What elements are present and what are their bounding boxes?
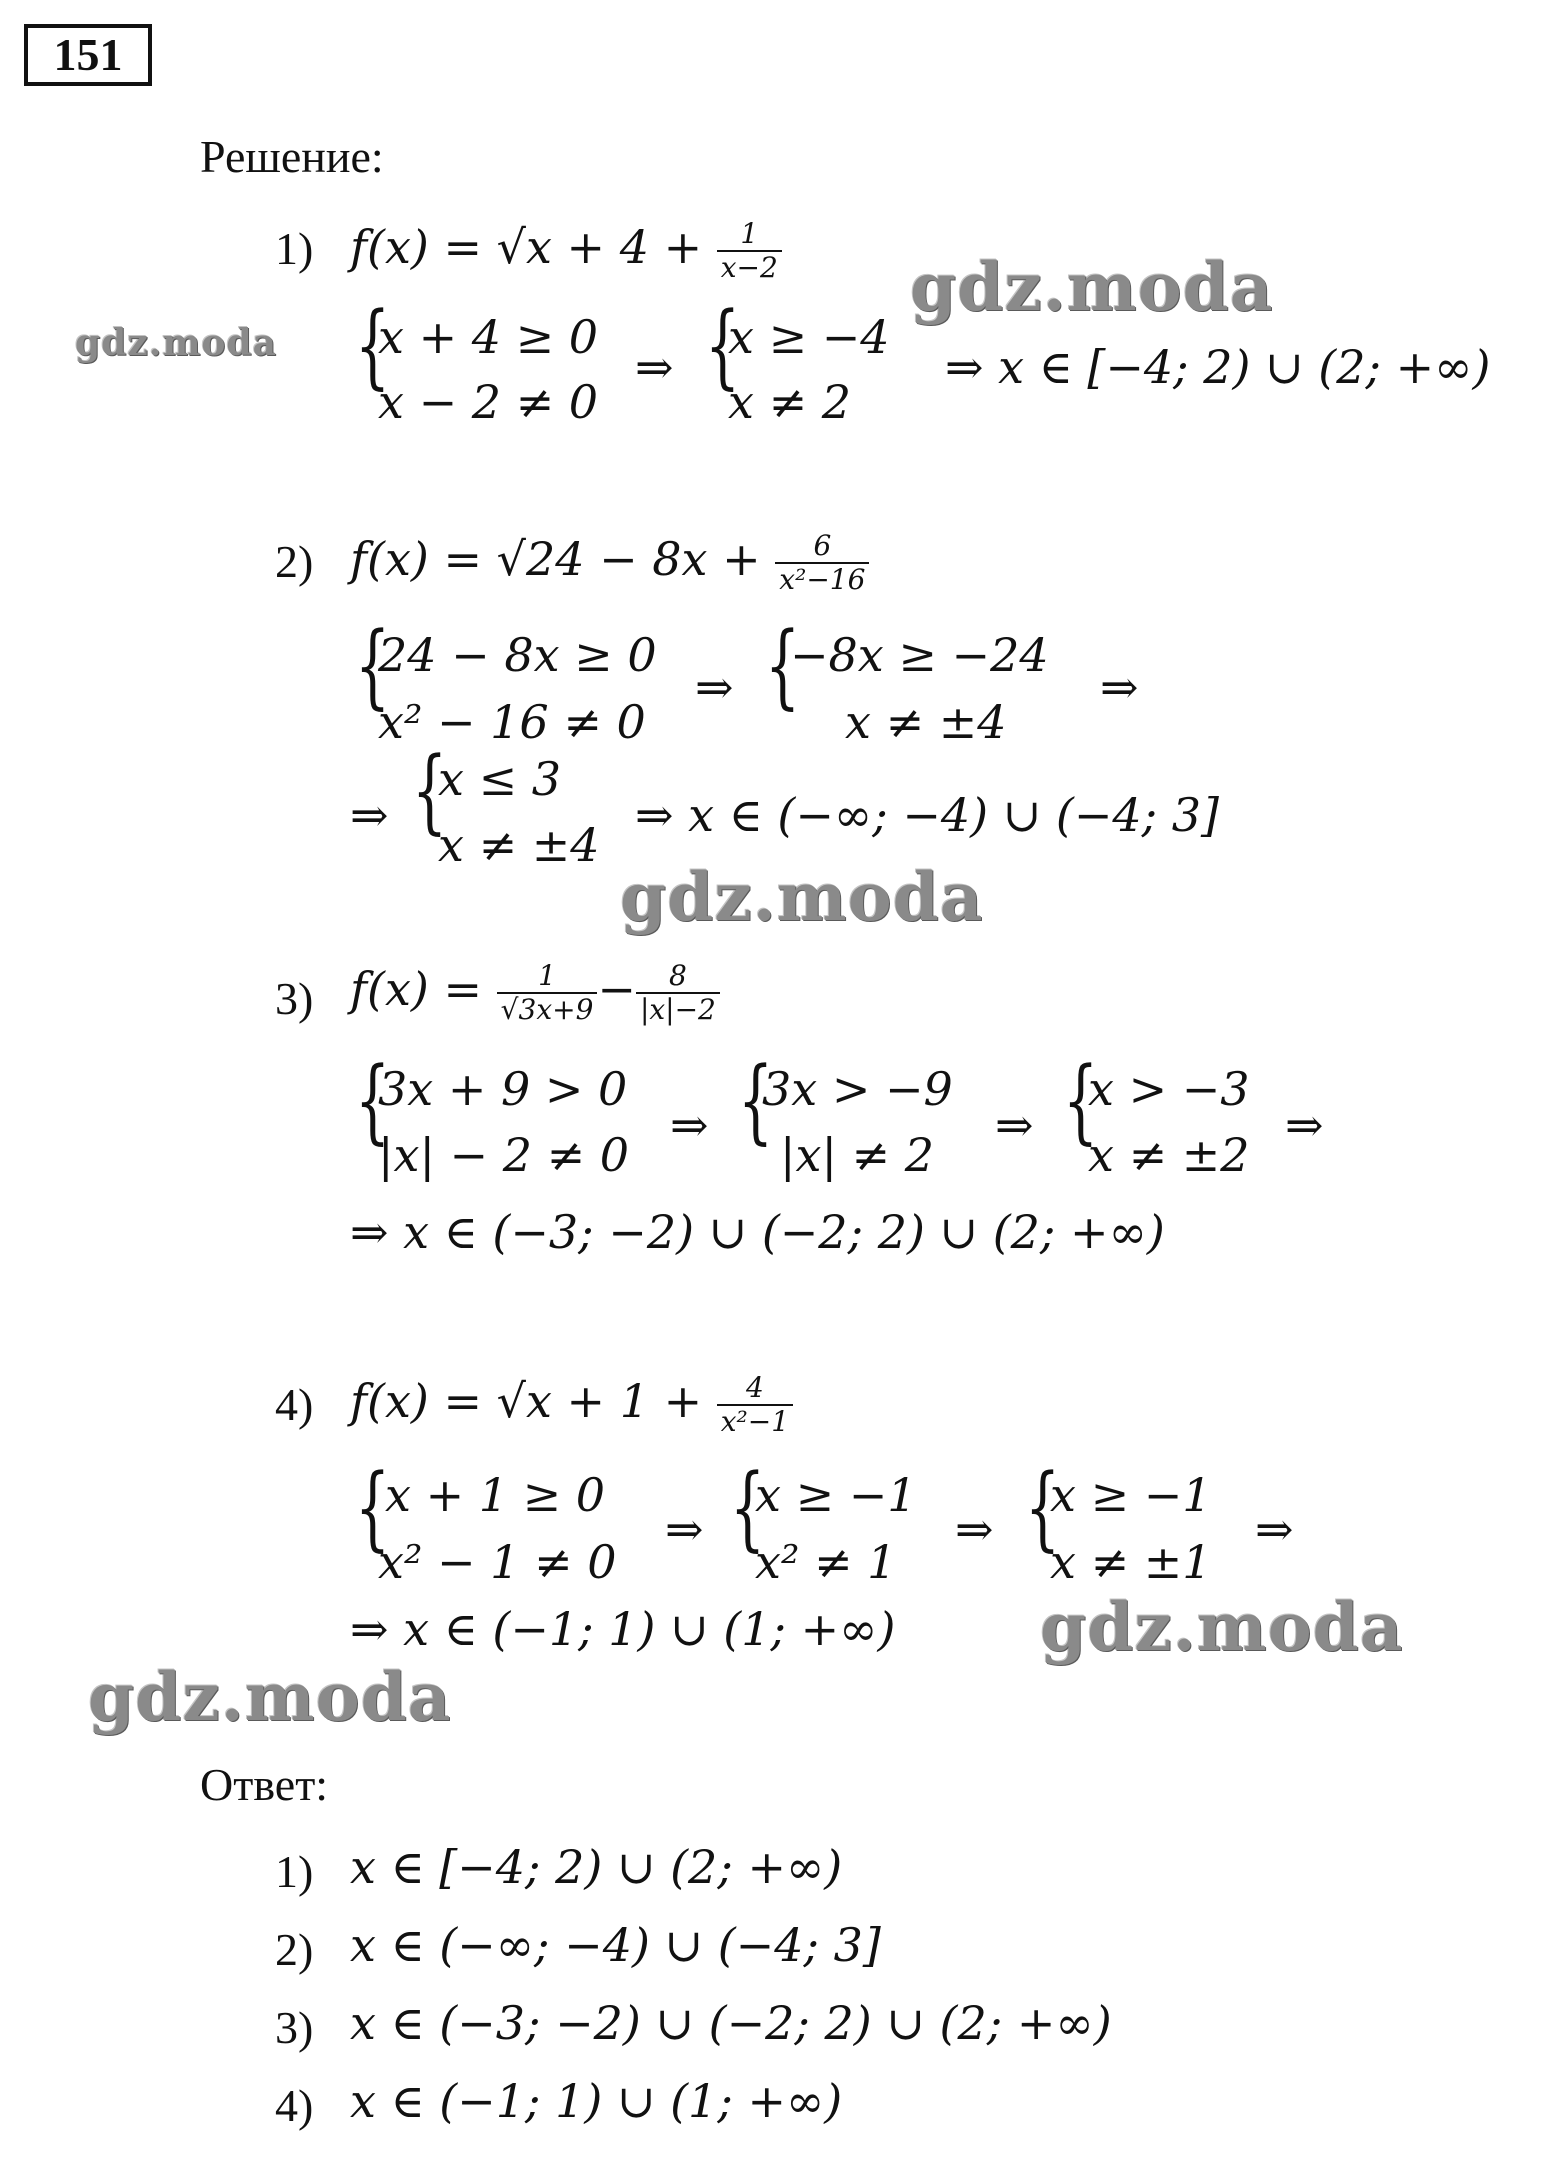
watermark-bottom-right: gdz.moda <box>1040 1588 1404 1666</box>
part3-arrow3: ⇒ <box>1285 1098 1324 1152</box>
part3-frac1-den: √3x+9 <box>497 992 598 1026</box>
part3-minus: − <box>597 962 636 1016</box>
part4-fraction <box>717 1372 793 1438</box>
part3-sys1-row1: 3x + 9 > 0 <box>378 1062 628 1116</box>
part3-brace-2: { <box>738 1047 774 1154</box>
part4-frac-den: x²−1 <box>717 1404 793 1438</box>
part2-sys2-row2: x ≠ ±4 <box>845 695 1007 749</box>
part3-sys3-row2: x ≠ ±2 <box>1088 1128 1250 1182</box>
part4-fx-lhs: f(x) = <box>350 1374 497 1428</box>
part2-function <box>350 530 869 596</box>
problem-number: 151 <box>24 24 152 86</box>
part4-sys3-row2: x ≠ ±1 <box>1050 1535 1212 1589</box>
part1-brace-2: { <box>705 292 741 399</box>
part2-fraction <box>775 530 869 596</box>
answer4-label: 4) <box>275 2080 314 2131</box>
part3-fraction-2 <box>636 960 720 1026</box>
answer4-text: x ∈ (−1; 1) ∪ (1; +∞) <box>350 2074 843 2128</box>
part4-arrow1: ⇒ <box>665 1502 704 1556</box>
answer1-label: 1) <box>275 1846 314 1897</box>
part3-brace-3: { <box>1063 1047 1099 1154</box>
part1-sys1-row2: x − 2 ≠ 0 <box>378 375 599 429</box>
part4-sys2-row2: x² ≠ 1 <box>755 1535 897 1589</box>
part4-frac-num: 4 <box>746 1371 764 1404</box>
part3-label: 3) <box>275 973 314 1024</box>
part2-sys3-row2: x ≠ ±4 <box>438 818 600 872</box>
part2-sys1-row2: x² − 16 ≠ 0 <box>378 695 646 749</box>
part3-arrow1: ⇒ <box>670 1098 709 1152</box>
watermark-bottom-left: gdz.moda <box>88 1658 452 1736</box>
part4-result: ⇒ x ∈ (−1; 1) ∪ (1; +∞) <box>350 1602 896 1656</box>
part4-sys1-row2: x² − 1 ≠ 0 <box>378 1535 617 1589</box>
part3-sys2-row2: |x| ≠ 2 <box>780 1128 934 1182</box>
answer3-text: x ∈ (−3; −2) ∪ (−2; 2) ∪ (2; +∞) <box>350 1996 1112 2050</box>
part4-label: 4) <box>275 1379 314 1430</box>
part1-function <box>350 218 782 284</box>
part2-brace-3: { <box>412 737 448 844</box>
answer3-label: 3) <box>275 2002 314 2053</box>
watermark-top-right: gdz.moda <box>910 248 1274 326</box>
part2-arrow2: ⇒ <box>1100 660 1139 714</box>
watermark-left-small: gdz.moda <box>75 322 277 364</box>
part2-result: ⇒ x ∈ (−∞; −4) ∪ (−4; 3] <box>635 788 1219 842</box>
part2-brace-2: { <box>765 612 801 719</box>
part1-label: 1) <box>275 223 314 274</box>
part4-arrow3: ⇒ <box>1255 1502 1294 1556</box>
part2-sys3-row1: x ≤ 3 <box>438 752 561 806</box>
part4-sys2-row1: x ≥ −1 <box>755 1468 917 1522</box>
answer2-text: x ∈ (−∞; −4) ∪ (−4; 3] <box>350 1918 881 1972</box>
part1-brace-1: { <box>355 292 391 399</box>
part2-brace-1: { <box>355 612 391 719</box>
part4-sys1-row1: x + 1 ≥ 0 <box>385 1468 606 1522</box>
answer-heading: Ответ: <box>200 1759 329 1810</box>
part2-frac-den: x²−16 <box>775 562 869 596</box>
part1-frac-den: x−2 <box>717 250 782 284</box>
answer1-text: x ∈ [−4; 2) ∪ (2; +∞) <box>350 1840 843 1894</box>
part3-function <box>350 960 720 1026</box>
part2-fx-lhs: f(x) = <box>350 532 497 586</box>
part1-frac-num: 1 <box>740 217 759 250</box>
part3-fraction-1 <box>497 960 598 1026</box>
part2-line3-arrow: ⇒ <box>350 788 389 842</box>
part2-frac-num: 6 <box>813 529 832 562</box>
part2-arrow1: ⇒ <box>695 660 734 714</box>
part2-sys2-row1: −8x ≥ −24 <box>790 628 1049 682</box>
part2-sys1-row1: 24 − 8x ≥ 0 <box>378 628 657 682</box>
part4-brace-2: { <box>730 1454 766 1561</box>
part3-result: ⇒ x ∈ (−3; −2) ∪ (−2; 2) ∪ (2; +∞) <box>350 1205 1165 1259</box>
part3-sys1-row2: |x| − 2 ≠ 0 <box>378 1128 630 1182</box>
part3-arrow2: ⇒ <box>995 1098 1034 1152</box>
part4-brace-1: { <box>355 1454 391 1561</box>
part1-fraction <box>717 218 782 284</box>
solution-heading: Решение: <box>200 131 384 182</box>
part3-brace-1: { <box>355 1047 391 1154</box>
part4-fx-root: √x + 1 + <box>496 1374 717 1428</box>
answer2-label: 2) <box>275 1924 314 1975</box>
part3-sys3-row1: x > −3 <box>1088 1062 1250 1116</box>
part3-sys2-row1: 3x > −9 <box>762 1062 953 1116</box>
part3-frac2-den: |x|−2 <box>636 992 720 1026</box>
part1-arrow1: ⇒ <box>635 340 674 394</box>
part3-fx-lhs: f(x) = <box>350 962 497 1016</box>
part1-fx-root: √x + 4 + <box>496 220 717 274</box>
part1-sys2-row1: x ≥ −4 <box>728 310 890 364</box>
part3-frac1-num: 1 <box>538 959 556 992</box>
part2-fx-root: √24 − 8x + <box>496 532 776 586</box>
part4-arrow2: ⇒ <box>955 1502 994 1556</box>
part4-sys3-row1: x ≥ −1 <box>1050 1468 1212 1522</box>
part4-function <box>350 1372 793 1438</box>
part4-brace-3: { <box>1025 1454 1061 1561</box>
part3-frac2-num: 8 <box>668 959 687 992</box>
part2-label: 2) <box>275 536 314 587</box>
part1-fx-lhs: f(x) = <box>350 220 497 274</box>
part1-sys1-row1: x + 4 ≥ 0 <box>378 310 599 364</box>
watermark: gdz.moda <box>620 858 984 936</box>
part1-result: ⇒ x ∈ [−4; 2) ∪ (2; +∞) <box>945 340 1491 394</box>
part1-sys2-row2: x ≠ 2 <box>728 375 851 429</box>
